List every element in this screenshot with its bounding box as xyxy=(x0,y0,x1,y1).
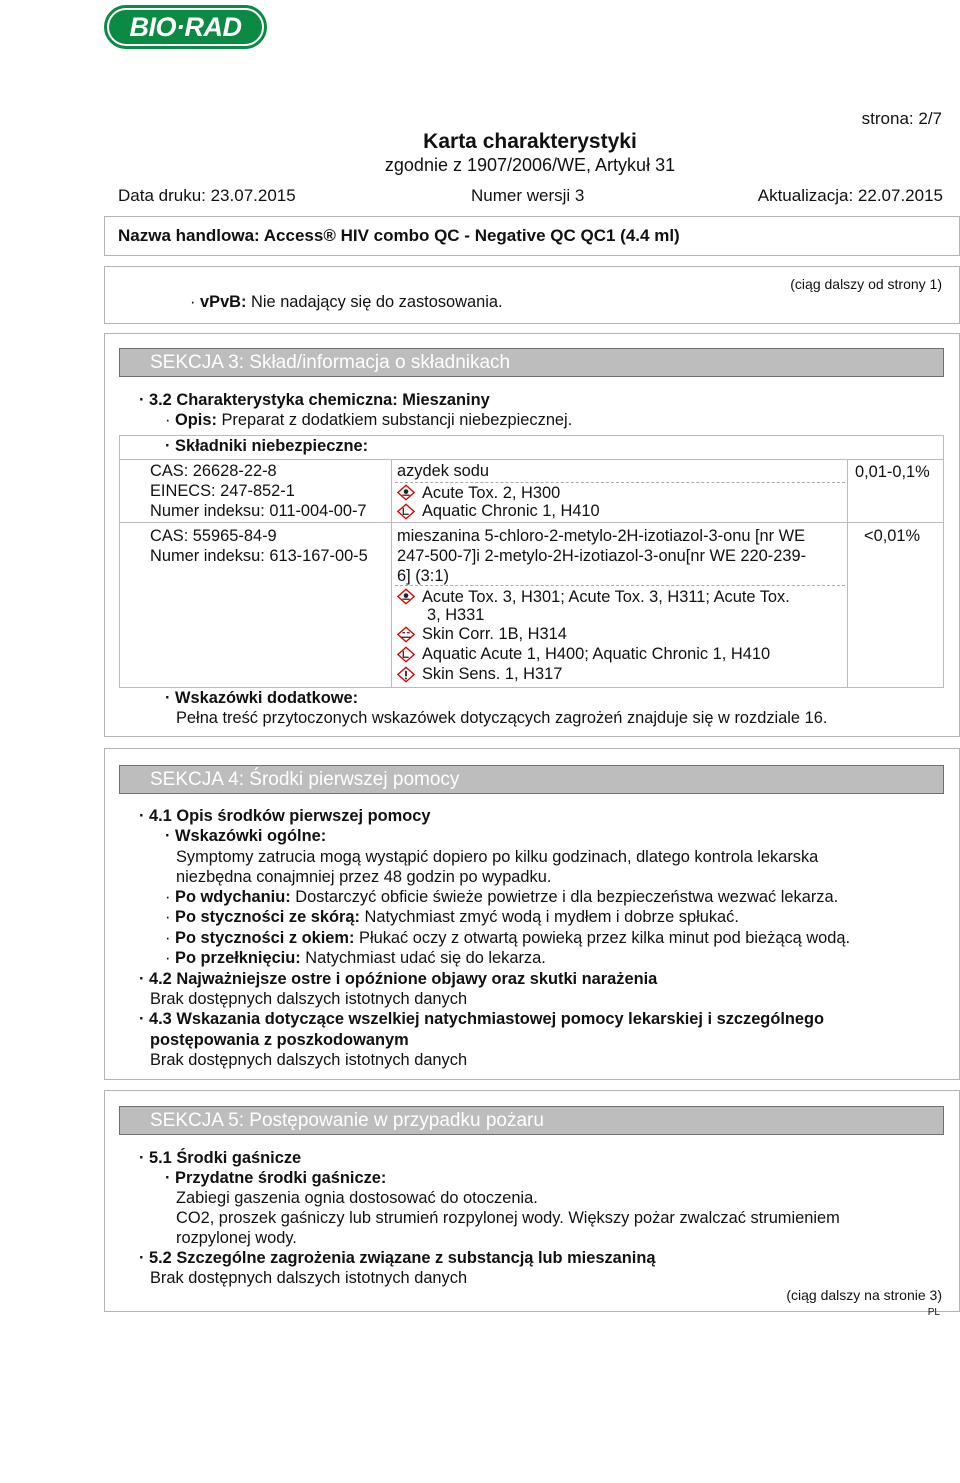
section-3-title: SEKCJA 3: Skład/informacja o składnikach xyxy=(119,348,944,377)
general-advice-text-2: niezbędna conajmniej przez 48 godzin po wypadku. xyxy=(176,868,552,886)
environment-icon xyxy=(397,503,415,525)
row1-id-1: EINECS: 247-852-1 xyxy=(150,482,295,500)
language-code: PL xyxy=(927,1307,940,1318)
bullet: · xyxy=(165,908,176,926)
row1-name: azydek sodu xyxy=(397,462,490,480)
document-title: Karta charakterystyki xyxy=(423,130,637,153)
row2-id-0: CAS: 55965-84-9 xyxy=(150,527,277,545)
section-5-2-label: 5.2 Szczególne zagrożenia związane z substancją lub mieszaniną xyxy=(149,1249,656,1267)
bullet: · xyxy=(165,827,176,845)
swallowing-label: Po przełknięciu: xyxy=(175,949,301,967)
vpvb-label: vPvB: xyxy=(200,293,247,311)
suitable-media-label: Przydatne środki gaśnicze: xyxy=(175,1169,387,1187)
opis-text: Preparat z dodatkiem substancji niebezpiecznej. xyxy=(221,411,573,429)
row2-name-2: 6] (3:1) xyxy=(397,567,449,585)
opis-label: Opis: xyxy=(175,411,217,429)
components-heading xyxy=(165,436,368,456)
table-divider xyxy=(847,459,848,688)
suitable-media-text-3: rozpylonej wody. xyxy=(176,1229,297,1247)
section-4-3-heading xyxy=(139,1009,824,1029)
section-4-1-label: 4.1 Opis środków pierwszej pomocy xyxy=(149,807,431,825)
row1-id-2: Numer indeksu: 011-004-00-7 xyxy=(150,502,367,520)
row1-hazard-0: Acute Tox. 2, H300 xyxy=(422,484,561,502)
bullet: · xyxy=(139,970,150,988)
section-5-2-heading xyxy=(139,1248,655,1268)
section-4-1-heading xyxy=(139,806,430,826)
row2-hazard-0-line-0: Acute Tox. 3, H301; Acute Tox. 3, H311; Acute Tox. xyxy=(422,588,790,606)
row1-concentration: 0,01-0,1% xyxy=(855,463,930,481)
continued-from: (ciąg dalszy od strony 1) xyxy=(790,276,942,292)
bullet: · xyxy=(165,1169,176,1187)
print-date: Data druku: 23.07.2015 xyxy=(118,186,296,205)
bullet: · xyxy=(139,1249,150,1267)
row1-id-0: CAS: 26628-22-8 xyxy=(150,462,277,480)
bullet: · xyxy=(190,293,201,311)
row2-hazard-1: Skin Corr. 1B, H314 xyxy=(422,625,567,643)
bullet: · xyxy=(165,411,176,429)
extra-info-label: Wskazówki dodatkowe: xyxy=(175,689,359,707)
section-5-2-text: Brak dostępnych dalszych istotnych danych xyxy=(150,1269,468,1287)
components-label: Składniki niebezpieczne: xyxy=(175,437,369,455)
bullet: · xyxy=(165,929,176,947)
row2-hazard-0-line-1: 3, H331 xyxy=(427,606,485,624)
row1-hazard-1: Aquatic Chronic 1, H410 xyxy=(422,502,600,520)
swallowing-text: Natychmiast udać się do lekarza. xyxy=(305,949,546,967)
general-advice-label: Wskazówki ogólne: xyxy=(175,827,327,845)
bullet: · xyxy=(139,1149,150,1167)
exclamation-icon xyxy=(397,666,415,688)
suitable-media-heading xyxy=(165,1168,386,1188)
row2-hazard-2: Aquatic Acute 1, H400; Aquatic Chronic 1, H410 xyxy=(422,645,771,663)
bullet: · xyxy=(139,391,150,409)
document-subtitle: zgodnie z 1907/2006/WE, Artykuł 31 xyxy=(384,155,676,175)
eye-contact-line xyxy=(165,928,850,948)
bio-rad-logo xyxy=(104,5,267,49)
bullet: · xyxy=(165,689,176,707)
extra-info-text: Pełna treść przytoczonych wskazówek dotyczących zagrożeń znajduje się w rozdziale 16. xyxy=(176,709,828,727)
general-advice-text-1: Symptomy zatrucia mogą wystąpić dopiero po kilku godzinach, dlatego kontrola lekarska xyxy=(176,848,819,866)
vpvb-line xyxy=(190,292,503,312)
section-4-2-text: Brak dostępnych dalszych istotnych danych xyxy=(150,990,468,1008)
general-advice-heading xyxy=(165,826,326,846)
page-number: strona: 2/7 xyxy=(861,109,942,128)
corrosion-icon xyxy=(397,626,415,648)
inhalation-label: Po wdychaniu: xyxy=(175,888,291,906)
extra-info-heading xyxy=(165,688,358,708)
skin-contact-text: Natychmiast zmyć wodą i mydłem i dobrze spłukać. xyxy=(364,908,739,926)
suitable-media-text-1: Zabiegi gaszenia ognia dostosować do otoczenia. xyxy=(176,1189,538,1207)
bullet: · xyxy=(165,949,176,967)
trade-name: Nazwa handlowa: Access® HIV combo QC - Negative QC QC1 (4.4 ml) xyxy=(118,226,680,245)
continued-to: (ciąg dalszy na stronie 3) xyxy=(786,1287,942,1303)
row2-hazard-3: Skin Sens. 1, H317 xyxy=(422,665,563,683)
bullet: · xyxy=(139,807,150,825)
dashed-divider xyxy=(395,585,845,586)
section-5-1-label: 5.1 Środki gaśnicze xyxy=(149,1149,302,1167)
logo-text: BIO·RAD xyxy=(107,8,264,46)
vpvb-text: Nie nadający się do zastosowania. xyxy=(251,293,503,311)
opis-line xyxy=(165,410,572,430)
table-divider xyxy=(391,459,392,688)
version-number: Numer wersji 3 xyxy=(471,186,585,205)
environment-icon xyxy=(397,646,415,668)
row-divider xyxy=(119,522,944,523)
section-3-2-label: 3.2 Charakterystyka chemiczna: Mieszaniny xyxy=(149,391,490,409)
row2-concentration: <0,01% xyxy=(864,527,921,545)
eye-contact-text: Płukać oczy z otwartą powieką przez kilka minut pod bieżącą wodą. xyxy=(359,929,851,947)
bullet: · xyxy=(165,888,176,906)
section-4-3-text: Brak dostępnych dalszych istotnych danych xyxy=(150,1051,468,1069)
section-3-2-heading xyxy=(139,390,490,410)
bullet: · xyxy=(139,1010,150,1028)
inhalation-text: Dostarczyć obficie świeże powietrze i dla bezpieczeństwa wezwać lekarza. xyxy=(295,888,839,906)
row2-name-1: 247-500-7]i 2-metylo-2H-izotiazol-3-onu[nr WE 220-239- xyxy=(397,547,807,565)
swallowing-line xyxy=(165,948,546,968)
skin-contact-line xyxy=(165,907,739,927)
skull-icon xyxy=(397,588,415,610)
suitable-media-text-2: CO2, proszek gaśniczy lub strumień rozpylonej wody. Większy pożar zwalczać strumieniem xyxy=(176,1209,840,1227)
update-date: Aktualizacja: 22.07.2015 xyxy=(757,186,943,205)
eye-contact-label: Po styczności z okiem: xyxy=(175,929,355,947)
section-4-3-label: 4.3 Wskazania dotyczące wszelkiej natychmiastowej pomocy lekarskiej i szczególnego xyxy=(149,1010,825,1028)
section-4-3-heading-2: postępowania z poszkodowanym xyxy=(150,1031,409,1049)
row2-name-0: mieszanina 5-chloro-2-metylo-2H-izotiazol-3-onu [nr WE xyxy=(397,527,806,545)
inhalation-line xyxy=(165,887,838,907)
row2-id-1: Numer indeksu: 613-167-00-5 xyxy=(150,547,368,565)
section-4-2-label: 4.2 Najważniejsze ostre i opóźnione objawy oraz skutki narażenia xyxy=(149,970,658,988)
section-4-title: SEKCJA 4: Środki pierwszej pomocy xyxy=(119,765,944,794)
skin-contact-label: Po styczności ze skórą: xyxy=(175,908,360,926)
bullet: · xyxy=(165,437,176,455)
section-4-2-heading xyxy=(139,969,657,989)
section-5-title: SEKCJA 5: Postępowanie w przypadku pożaru xyxy=(119,1106,944,1135)
section-5-1-heading xyxy=(139,1148,301,1168)
